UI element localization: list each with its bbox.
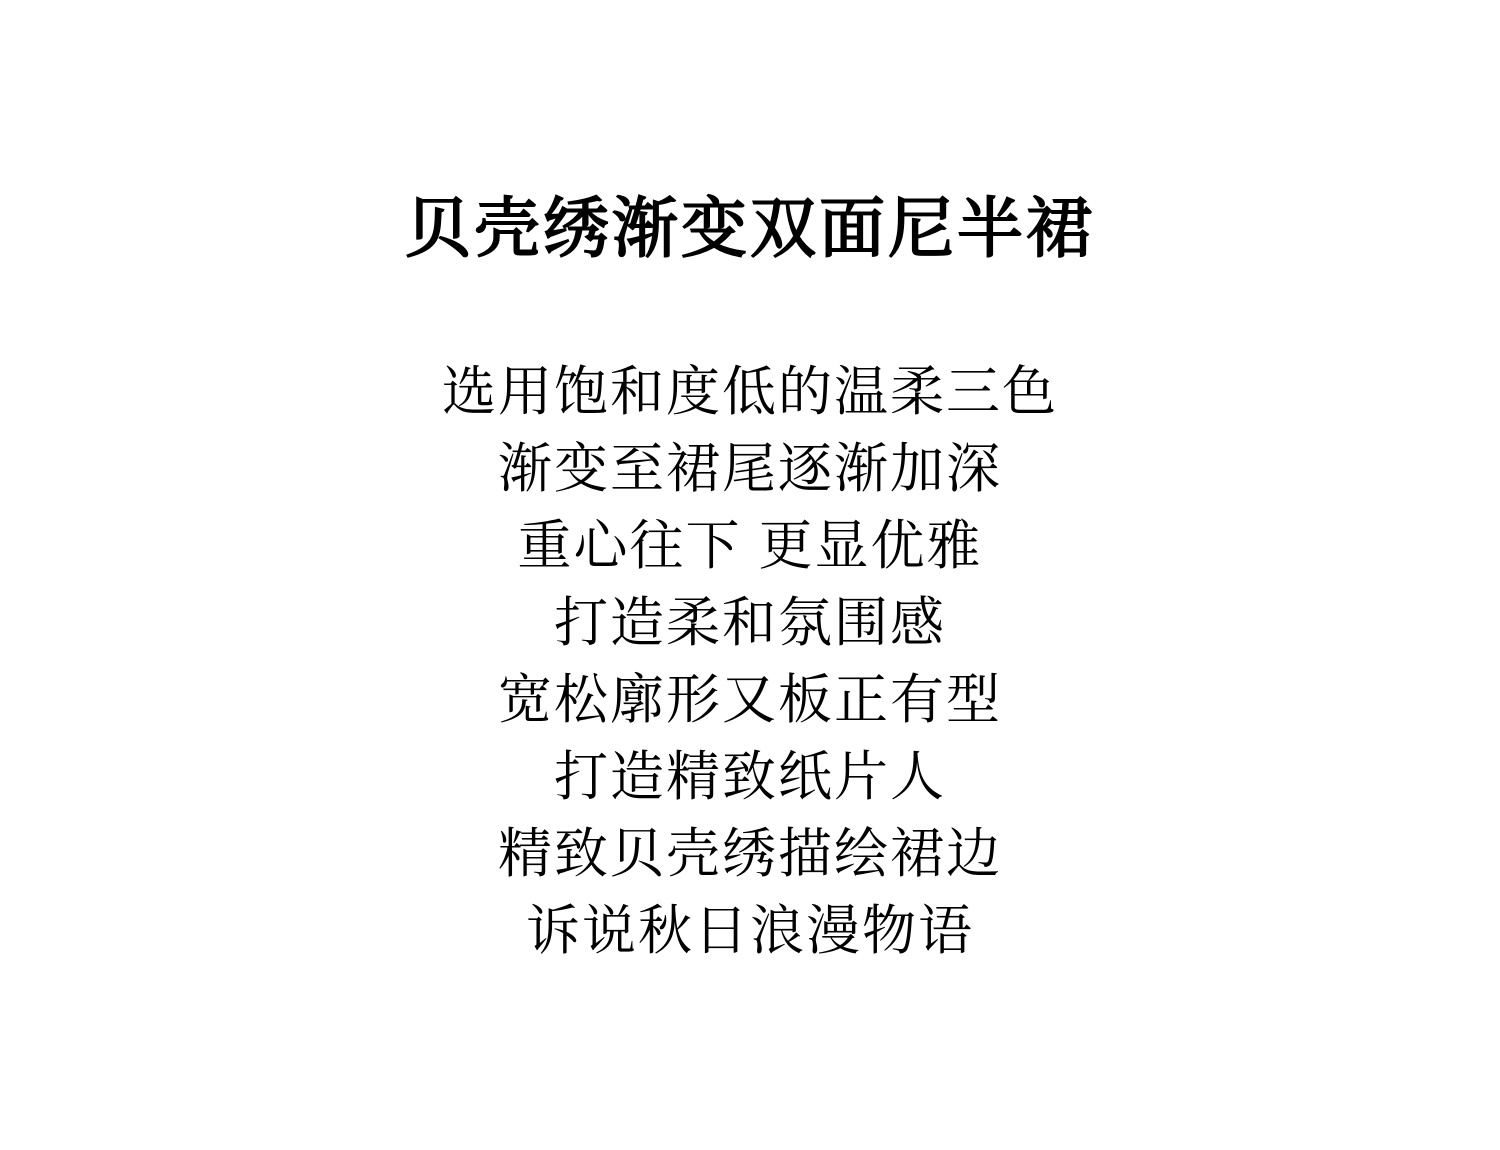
description-line: 精致贝壳绣描绘裙边: [498, 824, 1002, 884]
description-line: 渐变至裙尾逐渐加深: [498, 439, 1002, 499]
description-line: 选用饱和度低的温柔三色: [442, 362, 1058, 422]
description-line: 诉说秋日浪漫物语: [526, 901, 974, 961]
description-line: 宽松廓形又板正有型: [498, 670, 1002, 730]
description-block: [0, 354, 1500, 970]
description-line: 打造柔和氛围感: [554, 593, 946, 653]
description-line: 重心往下 更显优雅: [517, 516, 983, 576]
description-line: 打造精致纸片人: [554, 747, 946, 807]
product-title: 贝壳绣渐变双面尼半裙: [405, 191, 1095, 265]
